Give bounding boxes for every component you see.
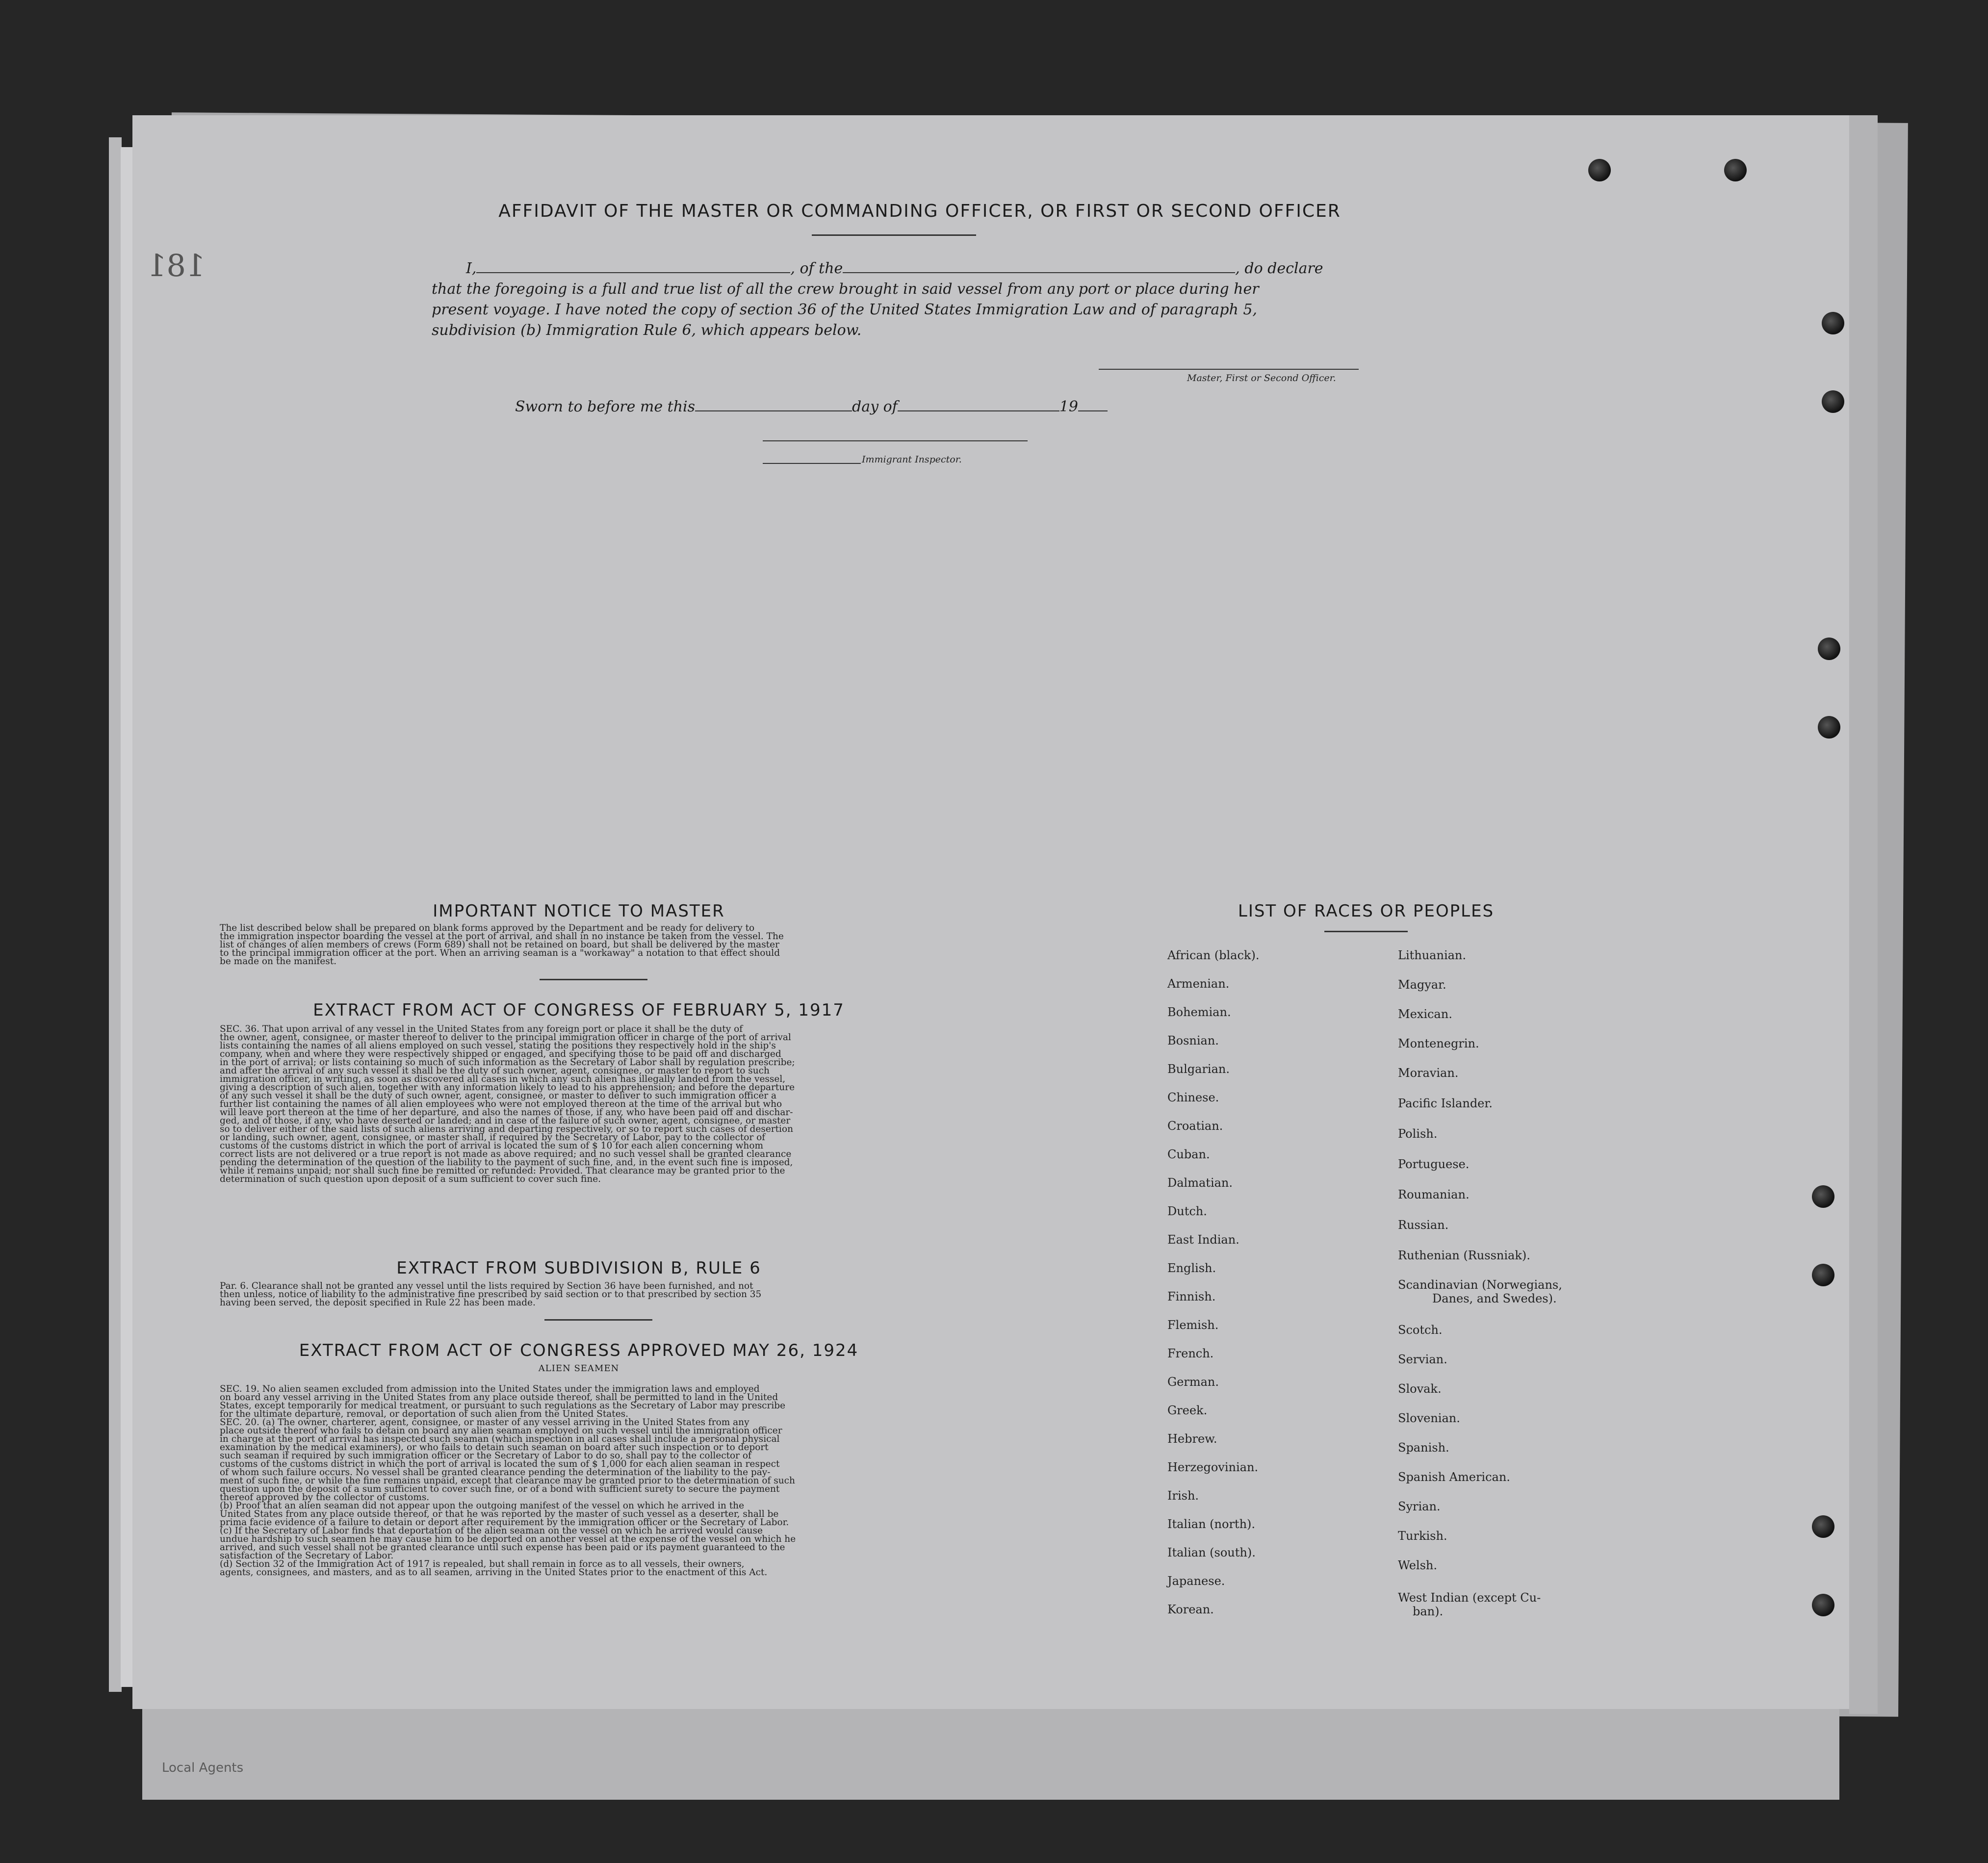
rule-6-title: EXTRACT FROM SUBDIVISION B, RULE 6 xyxy=(396,1258,761,1278)
race-item: Danes, and Swedes). xyxy=(1432,1292,1557,1305)
race-item: Cuban. xyxy=(1167,1148,1210,1161)
extract-1924-title: EXTRACT FROM ACT OF CONGRESS APPROVED MAY 26, 1924 xyxy=(299,1341,859,1360)
race-item: French. xyxy=(1167,1347,1214,1360)
race-item: Spanish. xyxy=(1398,1441,1449,1455)
race-item: Hebrew. xyxy=(1167,1432,1217,1446)
inspector-caption-leader xyxy=(763,463,861,464)
race-item: Servian. xyxy=(1398,1353,1447,1366)
rule-6-line: having been served, the deposit specified in Rule 22 has been made. xyxy=(220,1298,536,1308)
race-item: Bulgarian. xyxy=(1167,1062,1230,1076)
extract-1924-line: question upon the deposit of a sum sufficient to cover such fine, or of a bond with sufficient surety to secure the payment xyxy=(220,1484,780,1494)
sworn-day-blank[interactable] xyxy=(695,410,852,411)
extract-1924-line: for the ultimate departure, removal, or deportation of such alien from the United States. xyxy=(220,1409,629,1419)
extract-1924-line: agents, consignees, and masters, and as to all seamen, arriving in the United States prior to the enactment of this Act. xyxy=(220,1567,768,1578)
race-item: Bohemian. xyxy=(1167,1005,1231,1019)
binder-hole-icon xyxy=(1822,312,1844,334)
affidavit-declare: , do declare xyxy=(1235,260,1323,277)
extract-1924-line: in charge at the port of arrival has inspected such seaman (which inspection in all cases shall include a personal physical xyxy=(220,1434,780,1444)
affidavit-of-the: , of the xyxy=(790,260,843,277)
binder-hole-icon xyxy=(1812,1515,1834,1538)
race-item: Irish. xyxy=(1167,1489,1199,1503)
vessel-blank[interactable] xyxy=(843,272,1235,273)
extract-1917-line: pending the determination of the question of the liability to the payment of such fine, and, in the event such fine is imposed, xyxy=(220,1157,793,1168)
extract-1917-line: and after the arrival of any such vessel it shall be the duty of such owner, agent, consignee, or master to report to such xyxy=(220,1066,770,1076)
extract-1924-line: examination by the medical examiners), or who fails to detain such seaman on board after such inspection or to deport xyxy=(220,1442,769,1453)
affidavit-i: I, xyxy=(466,260,477,277)
extract-1917-line: correct lists are not delivered or a true report is not made as above required; and no such vessel shall be granted clearance xyxy=(220,1149,792,1159)
extract-1917-body xyxy=(220,1025,936,1183)
notice-title: IMPORTANT NOTICE TO MASTER xyxy=(433,901,725,921)
race-item: English. xyxy=(1167,1261,1216,1275)
affidavit-declaration-line xyxy=(466,260,1323,277)
race-item: Polish. xyxy=(1398,1127,1438,1141)
sworn-month-blank[interactable] xyxy=(898,410,1059,411)
extract-1924-line: place outside thereof who fails to detain on board any alien seaman employed on such vessel until the immigration officer xyxy=(220,1426,782,1436)
race-item: Bosnian. xyxy=(1167,1034,1219,1047)
extract-1924-line: on board any vessel arriving in the United States from any place outside thereof, shall be permitted to land in the United xyxy=(220,1392,778,1403)
extract-1917-line: or landing, such owner, agent, consignee, or master shall, if required by the Secretary of Labor, pay to the collector of xyxy=(220,1132,766,1143)
extract-1917-line: ged, and of those, if any, who have deserted or landed; and in case of the failure of such owner, agent, consignee, or master xyxy=(220,1116,791,1126)
extract-1924-line: (d) Section 32 of the Immigration Act of 1917 is repealed, but shall remain in force as to all vessels, their owners, xyxy=(220,1559,745,1569)
races-title-underline xyxy=(1324,931,1408,932)
race-item: Armenian. xyxy=(1167,977,1230,991)
race-item: Slovak. xyxy=(1398,1382,1442,1396)
race-item: Moravian. xyxy=(1398,1066,1459,1080)
section-divider xyxy=(544,1319,652,1321)
notice-body xyxy=(220,924,936,966)
rule-6-line: then unless, notice of liability to the administrative fine prescribed by said section or to that prescribed by section 35 xyxy=(220,1289,762,1300)
extract-1924-line: SEC. 19. No alien seamen excluded from admission into the United States under the immigration laws and employed xyxy=(220,1384,760,1394)
extract-1917-line: will leave port thereon at the time of her departure, and also the names of those, if any, who have been paid off and dischar- xyxy=(220,1107,793,1118)
sworn-day-of: day of xyxy=(852,398,898,415)
race-item: Scandinavian (Norwegians, xyxy=(1398,1278,1562,1292)
extract-1917-line: so to deliver either of the said lists of such aliens arriving and departing respectively, or so to report such cases of desertion xyxy=(220,1124,794,1134)
rule-6-line: Par. 6. Clearance shall not be granted any vessel until the lists required by Section 36 have been furnished, and not xyxy=(220,1281,753,1291)
race-item: Syrian. xyxy=(1398,1500,1441,1513)
extract-1924-line: such seaman if required by such immigration officer or the Secretary of Labor to do so, shall pay to the collector of xyxy=(220,1451,751,1461)
extract-1917-line: company, when and where they were respectively shipped or engaged, and specifying those to be paid off and discharged xyxy=(220,1049,781,1059)
extract-1917-line: the owner, agent, consignee, or master thereof to deliver to the principal immigration officer in charge of the port of arrival xyxy=(220,1032,791,1043)
binder-hole-icon xyxy=(1812,1185,1834,1208)
race-item: Slovenian. xyxy=(1398,1411,1460,1425)
extract-1917-line: SEC. 36. That upon arrival of any vessel in the United States from any foreign port or place it shall be the duty of xyxy=(220,1024,743,1034)
race-item: Finnish. xyxy=(1167,1290,1216,1303)
binder-hole-icon xyxy=(1812,1594,1834,1616)
race-item: Dutch. xyxy=(1167,1204,1207,1218)
title-underline xyxy=(812,234,976,236)
sworn-year-blank[interactable] xyxy=(1078,410,1108,411)
page-number: 181 xyxy=(147,248,206,283)
sworn-line xyxy=(515,398,1108,415)
affidavit-line-3: present voyage. I have noted the copy of section 36 of the United States Immigration Law and of paragraph 5, xyxy=(432,301,1257,318)
extract-1924-line: arrived, and such vessel shall not be granted clearance until such expense has been paid or its payment guaranteed to the xyxy=(220,1542,785,1553)
extract-1924-line: undue hardship to such seamen he may cause him to be deported on another vessel at the expense of the vessel on which he xyxy=(220,1534,796,1544)
extract-1924-line: States, except temporarily for medical treatment, or pursuant to such regulations as the Secretary of Labor may prescribe xyxy=(220,1401,786,1411)
extract-1924-subtitle: ALIEN SEAMEN xyxy=(538,1363,620,1374)
race-item: African (black). xyxy=(1167,948,1260,962)
binder-hole-icon xyxy=(1822,390,1844,413)
race-item: Pacific Islander. xyxy=(1398,1097,1493,1110)
rule-6-body xyxy=(220,1282,936,1307)
extract-1924-line: United States from any place outside thereof, or that he was reported by the master of such vessel as a deserter, shall be xyxy=(220,1509,779,1519)
paper-edge xyxy=(109,137,122,1692)
underlying-sheet-label: Local Agents xyxy=(162,1761,244,1775)
race-item: Spanish American. xyxy=(1398,1470,1510,1484)
race-item: Lithuanian. xyxy=(1398,948,1467,962)
race-item: Herzegovinian. xyxy=(1167,1460,1259,1474)
extract-1917-line: immigration officer, in writing, as soon as discovered all cases in which any such alien has illegally landed from the vessel, xyxy=(220,1074,786,1084)
extract-1917-line: giving a description of such alien, together with any information likely to lead to his apprehension; and before the departure xyxy=(220,1082,795,1093)
signature-caption: Master, First or Second Officer. xyxy=(1187,373,1336,383)
race-item: Mexican. xyxy=(1398,1007,1452,1021)
race-item: Magyar. xyxy=(1398,978,1446,992)
race-item: Roumanian. xyxy=(1398,1188,1470,1201)
notice-line: list of changes of alien members of crews (Form 689) shall not be retained on board, but shall be delivered by the master xyxy=(220,940,779,950)
name-blank[interactable] xyxy=(476,272,790,273)
extract-1917-line: customs of the customs district in which the port of arrival is located the sum of $ 10 for each alien concerning whom xyxy=(220,1141,764,1151)
signature-line[interactable] xyxy=(1099,369,1359,370)
race-item: Flemish. xyxy=(1167,1318,1219,1332)
extract-1917-line: determination of such question upon deposit of a sum sufficient to cover such fine. xyxy=(220,1174,601,1184)
binder-hole-icon xyxy=(1818,638,1840,660)
notice-line: the immigration inspector boarding the vessel at the port of arrival, and shall in no instance be taken from the vessel. The xyxy=(220,931,784,942)
extract-1924-line: satisfaction of the Secretary of Labor. xyxy=(220,1551,394,1561)
binder-hole-icon xyxy=(1812,1264,1834,1286)
race-item: West Indian (except Cu- xyxy=(1398,1591,1541,1605)
extract-1924-line: SEC. 20. (a) The owner, charterer, agent, consignee, or master of any vessel arriving in the United States from any xyxy=(220,1417,749,1428)
extract-1917-line: of any such vessel it shall be the duty of such owner, agent, consignee, or master to deliver to such immigration officer a xyxy=(220,1091,777,1101)
races-title: LIST OF RACES OR PEOPLES xyxy=(1238,901,1495,921)
race-item: Chinese. xyxy=(1167,1091,1219,1104)
race-item: Turkish. xyxy=(1398,1529,1447,1543)
race-item: Welsh. xyxy=(1398,1558,1437,1572)
extract-1917-line: further list containing the names of all alien employees who were not employed thereon at the time of the arrival but who xyxy=(220,1099,782,1109)
race-item: Russian. xyxy=(1398,1218,1449,1232)
race-item: Korean. xyxy=(1167,1603,1214,1616)
race-item: Scotch. xyxy=(1398,1323,1443,1337)
underlying-sheet-strip xyxy=(142,1702,1839,1800)
binder-hole-icon xyxy=(1818,716,1840,739)
affidavit-line-2: that the foregoing is a full and true list of all the crew brought in said vessel from any port or place during her xyxy=(432,281,1259,298)
sworn-year: 19 xyxy=(1059,398,1078,415)
inspector-signature-line[interactable] xyxy=(763,440,1028,441)
affidavit-line-4: subdivision (b) Immigration Rule 6, which appears below. xyxy=(432,322,862,339)
section-divider xyxy=(540,979,647,980)
extract-1924-line: prima facie evidence of a failure to detain or deport after requirement by the immigration officer or the Secretary of Labor. xyxy=(220,1517,789,1528)
race-item: Italian (north). xyxy=(1167,1517,1256,1531)
race-item: Greek. xyxy=(1167,1404,1208,1417)
sworn-prefix: Sworn to before me this xyxy=(515,398,696,415)
extract-1924-line: thereof approved by the collector of customs. xyxy=(220,1492,430,1503)
extract-1924-line: of whom such failure occurs. No vessel shall be granted clearance pending the determination of the liability to the pay- xyxy=(220,1467,771,1478)
extract-1924-line: ment of such fine, or while the fine remains unpaid, except that clearance may be granted prior to the determination of such xyxy=(220,1476,795,1486)
race-item: Portuguese. xyxy=(1398,1157,1470,1171)
extract-1917-line: in the port of arrival; or lists containing so much of such information as the Secretary of Labor shall by regulation prescribe; xyxy=(220,1057,795,1068)
notice-line: to the principal immigration officer at the port. When an arriving seaman is a "workaway" a notation to that effect should xyxy=(220,948,780,958)
extract-1924-line: customs of the customs district in which the port of arrival is located the sum of $ 1,000 for each alien seaman in respect xyxy=(220,1459,780,1469)
paper-edge xyxy=(121,147,133,1687)
inspector-caption: Immigrant Inspector. xyxy=(862,454,962,465)
extract-1917-line: while it remains unpaid; nor shall such fine be remitted or refunded: Provided. That clearance may be granted prior to the xyxy=(220,1166,785,1176)
race-item: East Indian. xyxy=(1167,1233,1239,1247)
race-item: ban). xyxy=(1413,1605,1444,1618)
extract-1917-title: EXTRACT FROM ACT OF CONGRESS OF FEBRUARY 5, 1917 xyxy=(313,1000,845,1020)
race-item: Italian (south). xyxy=(1167,1546,1256,1559)
binder-hole-icon xyxy=(1724,159,1747,181)
extract-1917-line: lists containing the names of all aliens employed on such vessel, stating the positions they respectively hold in the ship's xyxy=(220,1041,776,1051)
race-item: Ruthenian (Russniak). xyxy=(1398,1249,1530,1262)
race-item: Japanese. xyxy=(1167,1574,1225,1588)
notice-line: The list described below shall be prepared on blank forms approved by the Department and be ready for delivery to xyxy=(220,923,755,933)
extract-1924-line: (b) Proof that an alien seaman did not appear upon the outgoing manifest of the vessel on which he arrived in the xyxy=(220,1501,745,1511)
notice-line: be made on the manifest. xyxy=(220,956,337,967)
extract-1924-body xyxy=(220,1385,936,1577)
race-item: German. xyxy=(1167,1375,1219,1389)
paper-edge xyxy=(1849,115,1878,1714)
race-item: Montenegrin. xyxy=(1398,1037,1479,1050)
affidavit-title: AFFIDAVIT OF THE MASTER OR COMMANDING OFFICER, OR FIRST OR SECOND OFFICER xyxy=(498,201,1341,221)
extract-1924-line: (c) If the Secretary of Labor finds that deportation of the alien seaman on the vessel on which he arrived would cause xyxy=(220,1526,763,1536)
binder-hole-icon xyxy=(1588,159,1611,181)
race-item: Croatian. xyxy=(1167,1119,1223,1133)
race-item: Dalmatian. xyxy=(1167,1176,1233,1190)
